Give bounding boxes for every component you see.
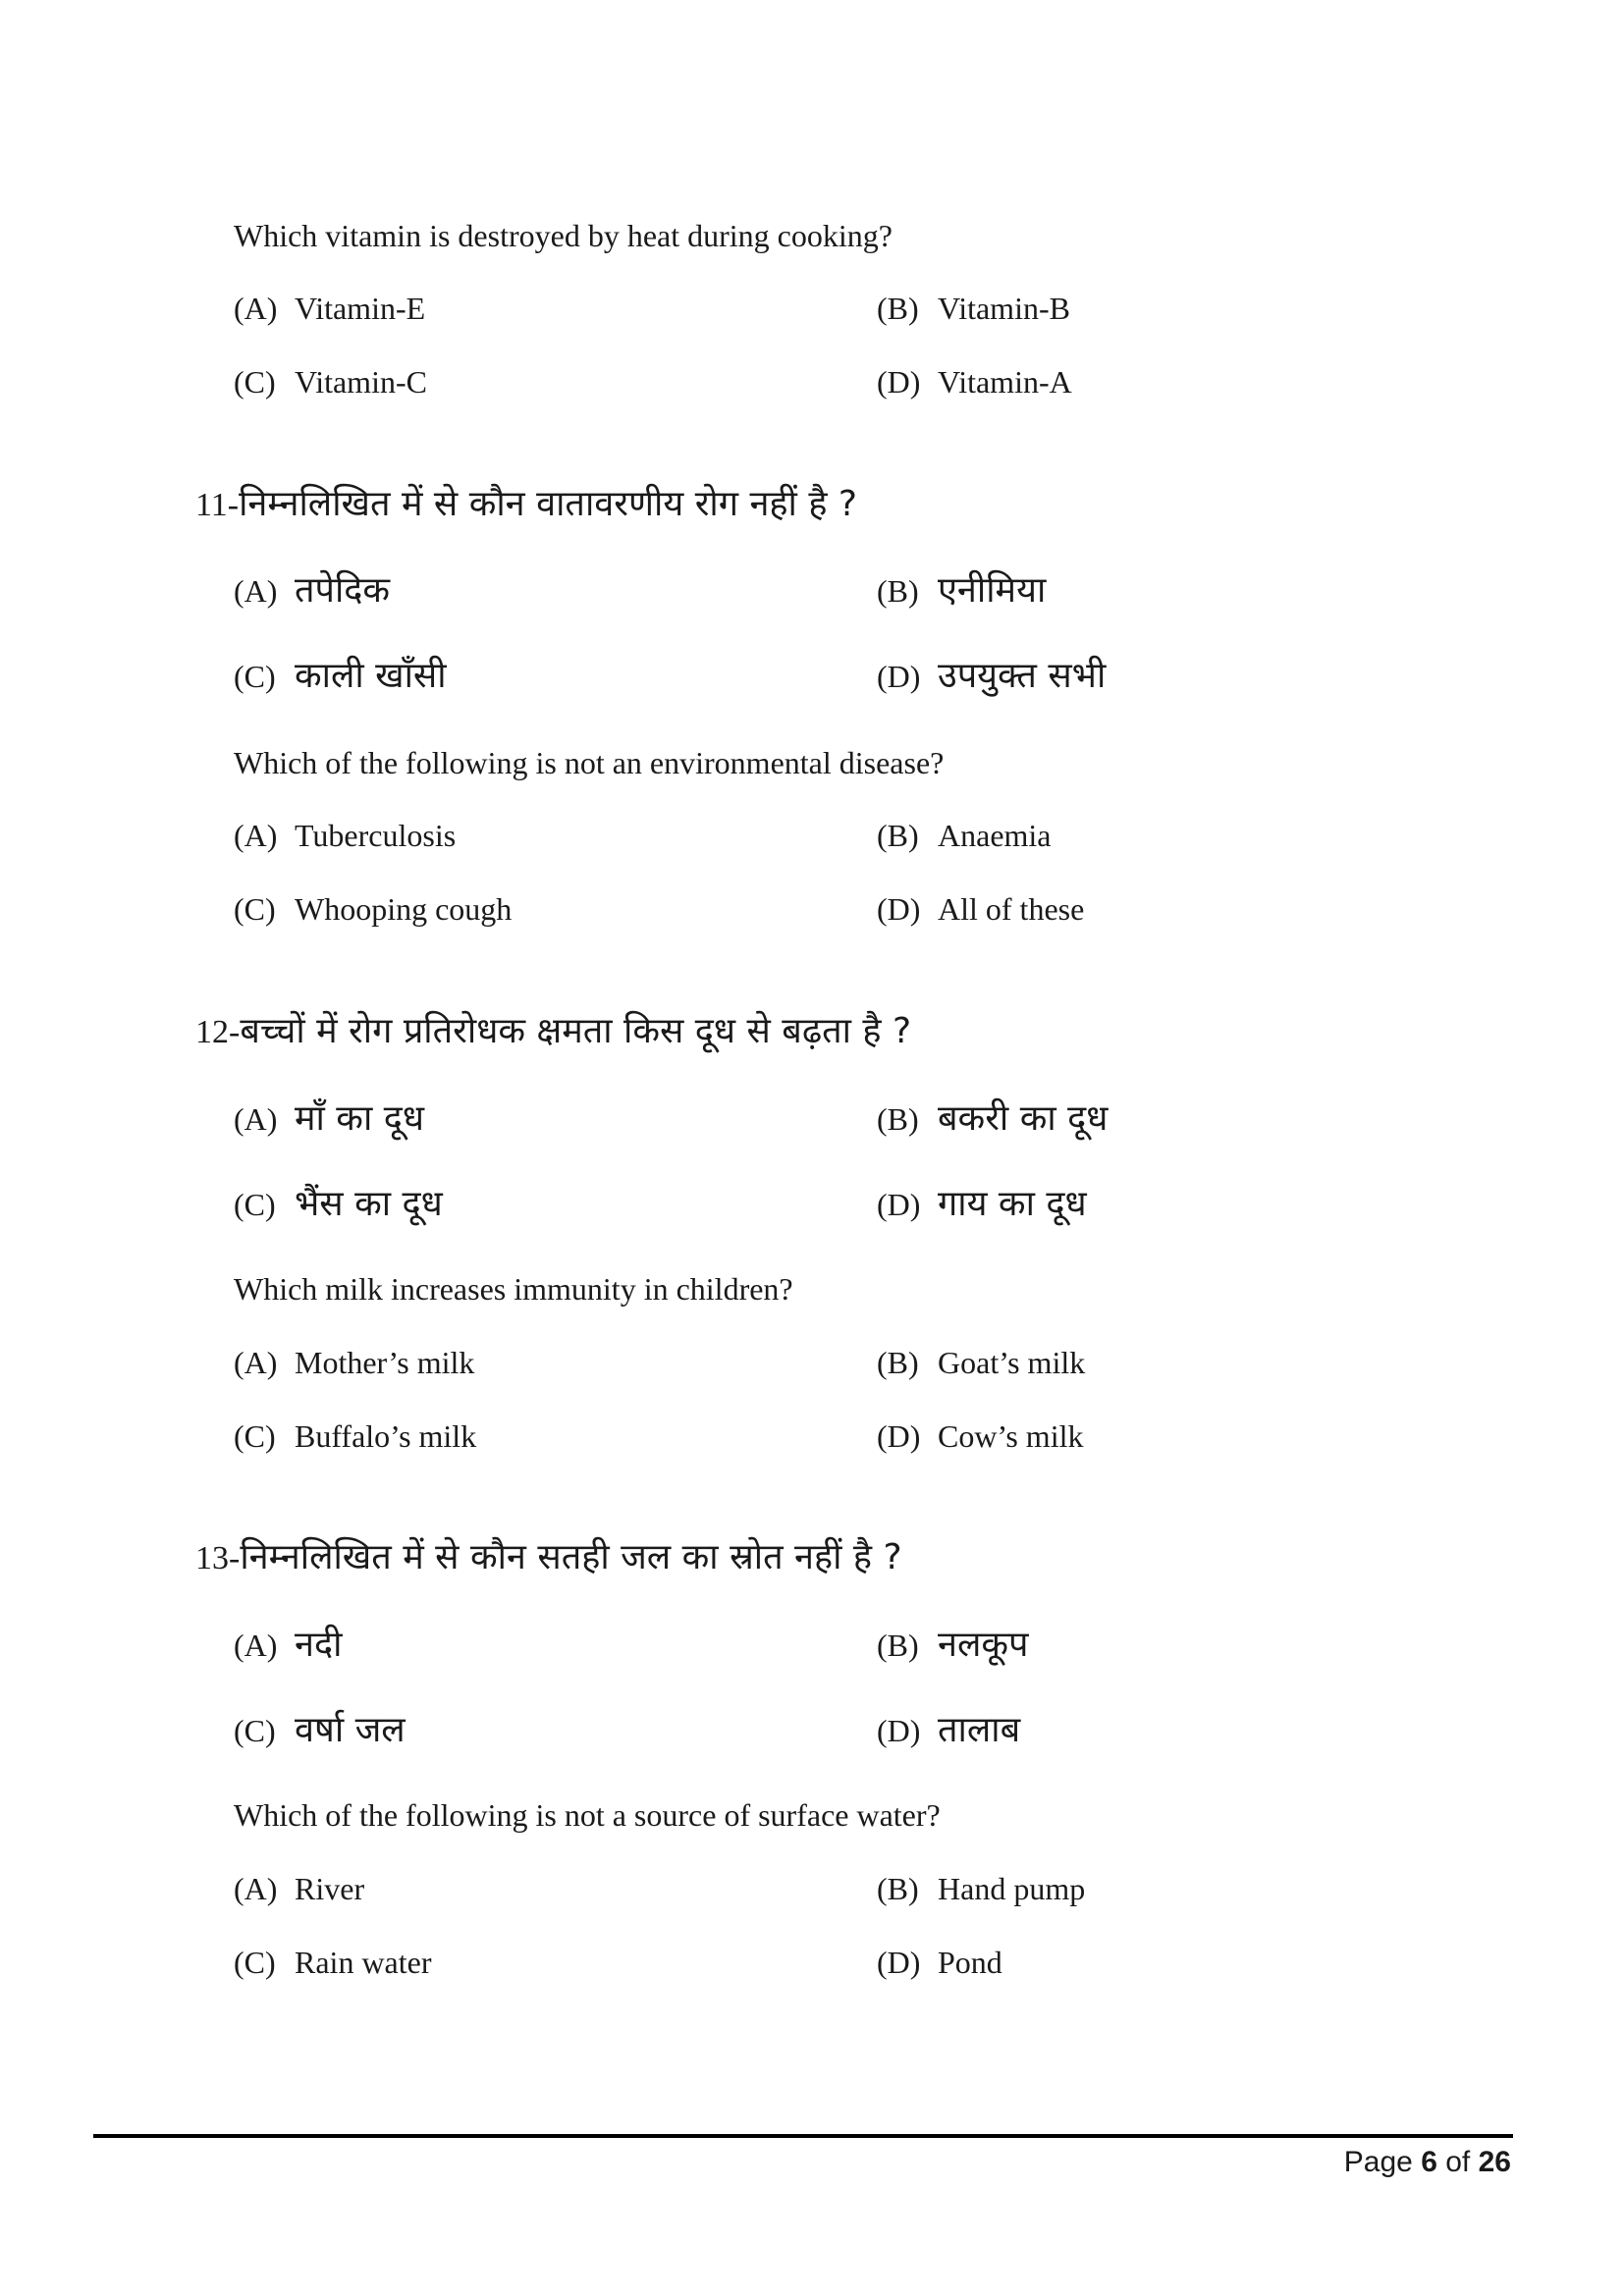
option-text: बकरी का दूध: [938, 1098, 1109, 1139]
option-text: Pond: [938, 1945, 1002, 1980]
option-label: (C): [234, 364, 276, 400]
option-text: गाय का दूध: [938, 1184, 1087, 1224]
option-text: Vitamin-E: [295, 291, 426, 326]
option-text: नलकूप: [938, 1625, 1029, 1665]
question-11-hindi: [195, 484, 857, 524]
question-text-hi: बच्चों में रोग प्रतिरोधक क्षमता किस दूध से बढ़ता है ?: [240, 1011, 912, 1051]
question-number: 13-: [195, 1540, 241, 1576]
option-a: [234, 293, 425, 324]
option-label: (A): [234, 573, 278, 609]
option-text: Hand pump: [938, 1871, 1086, 1906]
option-b: [877, 293, 1070, 324]
option-label: (B): [877, 1101, 919, 1137]
option-text: उपयुक्त सभी: [938, 656, 1107, 696]
option-label: (A): [234, 1628, 278, 1663]
option-label: (D): [877, 1945, 921, 1980]
page-number: [1344, 2146, 1511, 2179]
option-a: [234, 570, 391, 611]
option-b: [877, 820, 1052, 851]
question-text-hi: निम्नलिखित में से कौन सतही जल का स्रोत नहीं है ?: [240, 1537, 902, 1577]
option-b: [877, 1098, 1109, 1139]
option-label: (A): [234, 291, 278, 326]
option-label: (B): [877, 1871, 919, 1906]
option-text: माँ का दूध: [295, 1098, 424, 1139]
option-label: (D): [877, 1418, 921, 1454]
question-text-en: Which of the following is not an environmental disease?: [234, 745, 945, 780]
option-label: (C): [234, 1945, 276, 1980]
option-label: (A): [234, 1345, 278, 1380]
option-d: [877, 1420, 1083, 1452]
option-c: [234, 656, 447, 696]
option-a: [234, 1625, 343, 1665]
option-text: Whooping cough: [295, 891, 513, 927]
question-12-hindi: [195, 1011, 912, 1051]
option-a: [234, 1347, 474, 1378]
option-text: नदी: [295, 1625, 343, 1665]
option-d: [877, 893, 1084, 925]
option-label: (A): [234, 1101, 278, 1137]
question-13-hindi: [195, 1537, 902, 1577]
option-a: [234, 820, 456, 851]
option-c: [234, 1710, 406, 1750]
option-text: River: [295, 1871, 365, 1906]
option-text: Cow’s milk: [938, 1418, 1084, 1454]
option-label: (C): [234, 1418, 276, 1454]
option-b: [877, 1347, 1085, 1378]
question-text-hi: निम्नलिखित में से कौन वातावरणीय रोग नहीं है ?: [239, 484, 857, 524]
option-label: (D): [877, 659, 921, 694]
option-label: (B): [877, 1345, 919, 1380]
option-text: Anaemia: [938, 818, 1052, 853]
option-label: (D): [877, 1713, 921, 1748]
option-b: [877, 1625, 1029, 1665]
question-text-en: Which vitamin is destroyed by heat during cooking?: [234, 218, 893, 253]
option-label: (B): [877, 291, 919, 326]
option-label: (B): [877, 573, 919, 609]
option-text: Mother’s milk: [295, 1345, 475, 1380]
footer-divider: [93, 2134, 1513, 2138]
option-text: तालाब: [938, 1710, 1021, 1750]
option-d: [877, 1710, 1021, 1750]
option-text: भैंस का दूध: [295, 1184, 443, 1224]
option-c: [234, 366, 427, 398]
option-text: Rain water: [295, 1945, 432, 1980]
question-text-en: Which of the following is not a source of surface water?: [234, 1797, 941, 1833]
option-text: Vitamin-A: [938, 364, 1072, 400]
page-word: Page: [1343, 2146, 1413, 2178]
option-label: (B): [877, 1628, 919, 1663]
option-label: (D): [877, 1187, 921, 1222]
option-label: (B): [877, 818, 919, 853]
option-c: [234, 1184, 443, 1224]
option-text: All of these: [938, 891, 1085, 927]
current-page: 6: [1421, 2146, 1437, 2178]
option-text: Vitamin-B: [938, 291, 1070, 326]
option-text: Tuberculosis: [295, 818, 457, 853]
option-d: [877, 366, 1072, 398]
option-label: (D): [877, 364, 921, 400]
option-c: [234, 893, 512, 925]
option-c: [234, 1420, 476, 1452]
option-d: [877, 656, 1107, 696]
question-text-en: Which milk increases immunity in children?: [234, 1271, 793, 1307]
option-text: काली खाँसी: [295, 656, 447, 696]
question-number: 11-: [195, 487, 240, 523]
total-pages: 26: [1478, 2146, 1511, 2178]
option-a: [234, 1873, 364, 1904]
option-b: [877, 570, 1047, 611]
option-label: (A): [234, 818, 278, 853]
option-c: [234, 1947, 432, 1978]
option-label: (C): [234, 659, 276, 694]
option-text: वर्षा जल: [295, 1710, 406, 1750]
option-d: [877, 1947, 1002, 1978]
option-text: Buffalo’s milk: [295, 1418, 477, 1454]
option-label: (D): [877, 891, 921, 927]
option-text: Vitamin-C: [295, 364, 427, 400]
option-text: एनीमिया: [938, 570, 1047, 611]
question-number: 12-: [195, 1014, 241, 1050]
option-a: [234, 1098, 424, 1139]
option-label: (C): [234, 1187, 276, 1222]
option-label: (C): [234, 1713, 276, 1748]
of-word: of: [1445, 2146, 1471, 2178]
option-label: (A): [234, 1871, 278, 1906]
option-d: [877, 1184, 1087, 1224]
option-text: तपेदिक: [295, 570, 391, 611]
option-b: [877, 1873, 1085, 1904]
option-text: Goat’s milk: [938, 1345, 1086, 1380]
option-label: (C): [234, 891, 276, 927]
